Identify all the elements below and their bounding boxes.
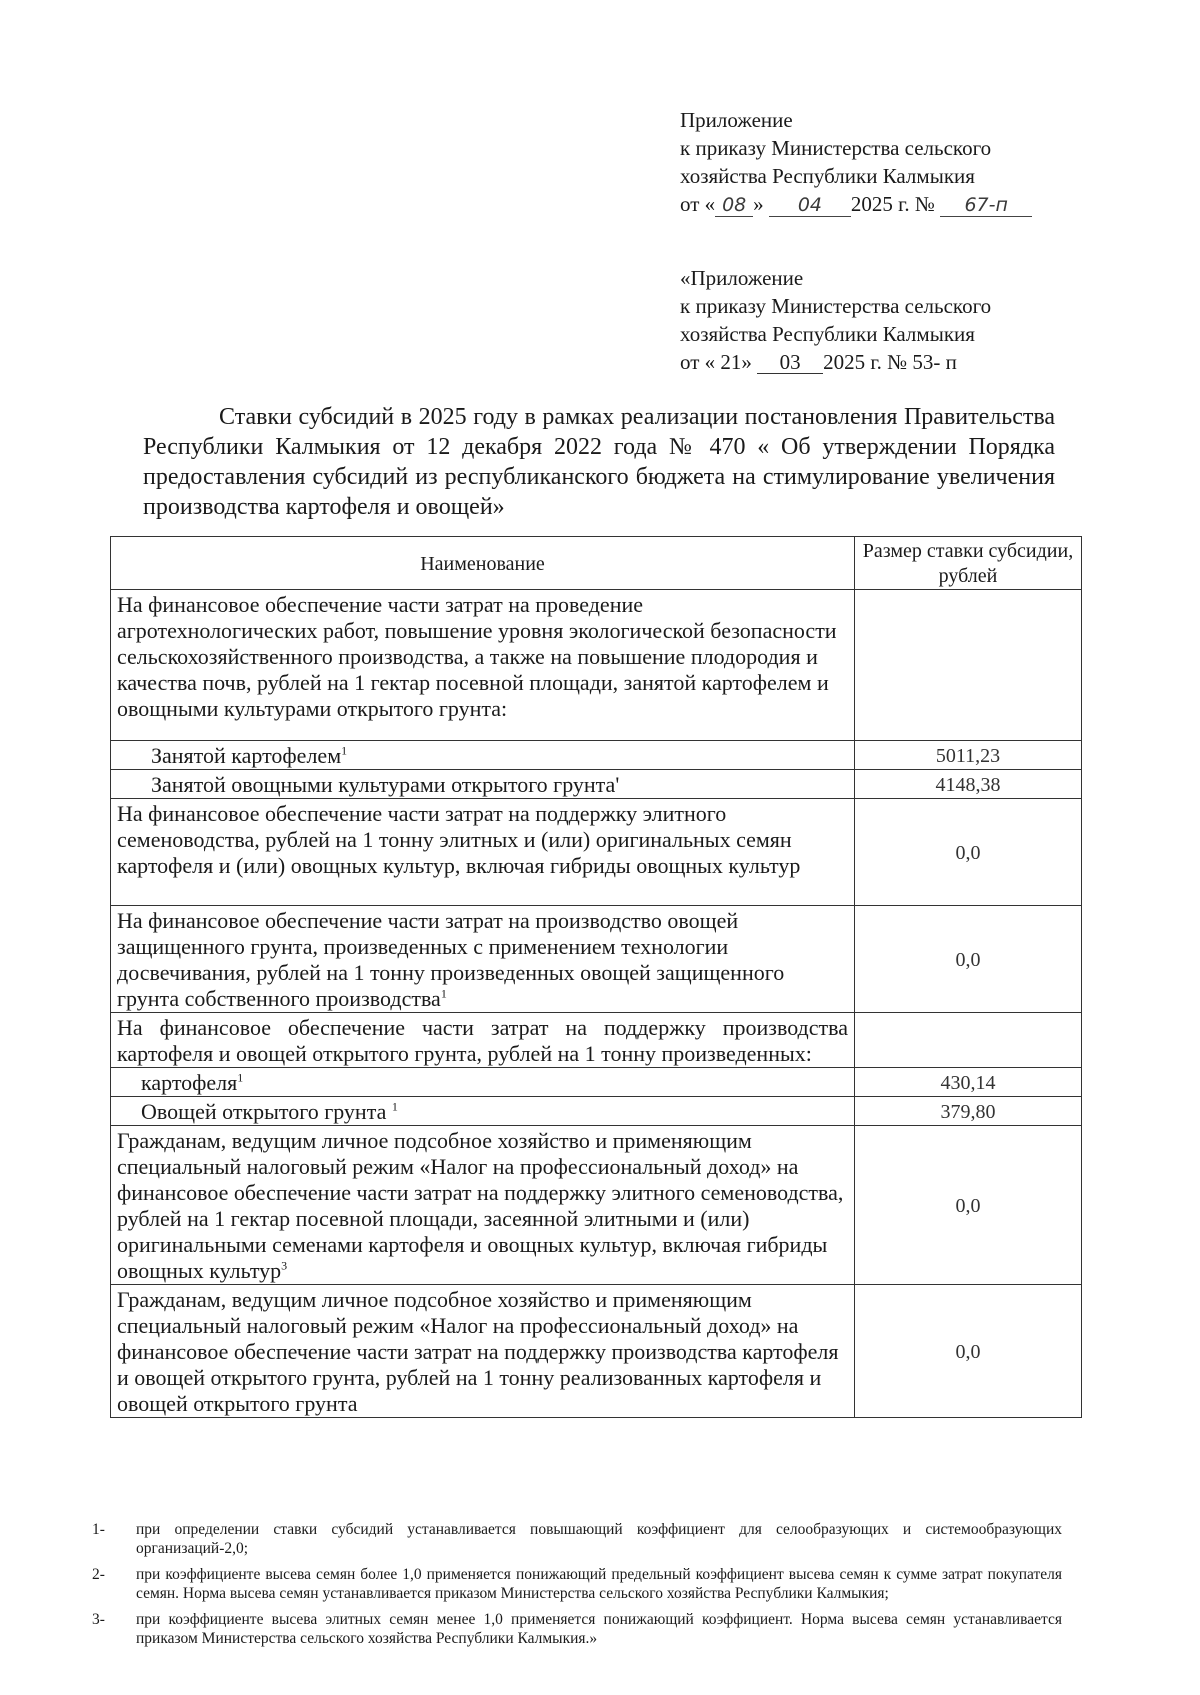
- row-name: Занятой овощными культурами открытого грунта': [111, 770, 855, 799]
- date-month: 03: [757, 351, 823, 374]
- header-value: Размер ставки субсидии, рублей: [855, 537, 1082, 590]
- table-row: [111, 770, 1082, 799]
- row-value: [855, 1013, 1082, 1068]
- date-year-number: 2025 г. № 53- п: [823, 350, 957, 374]
- document-title: Ставки субсидий в 2025 году в рамках реализации постановления Правительства Республики Калмыкия от 12 декабря 2022 года № 470 « Об утверждении Порядка предоставления субсидий из республиканского бюджета на стимулирование увеличения производства картофеля и овощей»: [143, 404, 1055, 520]
- footnote-ref: 1: [341, 743, 348, 758]
- handwritten-month: 04: [769, 194, 851, 217]
- date-separator: »: [753, 192, 764, 216]
- footnote-ref: 1: [237, 1070, 244, 1085]
- footnote-number: 2-: [92, 1566, 105, 1583]
- header-name: Наименование: [111, 537, 855, 590]
- table-row: [111, 741, 1082, 770]
- approval-line: к приказу Министерства сельского: [680, 136, 992, 160]
- row-value: 0,0: [855, 906, 1082, 1013]
- row-value: 0,0: [855, 799, 1082, 906]
- row-value: 0,0: [855, 1126, 1082, 1285]
- row-value: 4148,38: [855, 770, 1082, 799]
- row-value: 379,80: [855, 1097, 1082, 1126]
- row-name: Гражданам, ведущим личное подсобное хозяйство и применяющим специальный налоговый режим «Налог на профессиональный доход» на финансовое обеспечение части затрат на поддержку элитного семеноводства, рублей на 1 гектар посевной площади, засеянной элитными и (или) оригинальными семенами картофеля и овощных культур, включая гибриды овощных культур$^3$: [111, 1126, 855, 1285]
- table-row: [111, 1097, 1082, 1126]
- date-prefix: от « 21»: [680, 350, 752, 374]
- row-name: Занятой картофелем$^1$: [111, 741, 855, 770]
- footnote-ref: 1: [391, 1099, 398, 1114]
- row-name: Овощей открытого грунта $^1$: [111, 1097, 855, 1126]
- footnote-ref: 3: [281, 1258, 288, 1273]
- footnote-text: при коэффициенте высева элитных семян менее 1,0 применяется понижающий коэффициент. Норма высева семян устанавливается приказом Министерства сельского хозяйства Республики Калмыкия.»: [136, 1611, 1062, 1647]
- approval-line: хозяйства Республики Калмыкия: [680, 322, 975, 346]
- approval-block-current: [680, 106, 1032, 218]
- approval-date-line: [680, 190, 1032, 218]
- row-value: [855, 590, 1082, 741]
- handwritten-order-number: 67-п: [940, 194, 1032, 217]
- footnote-text: при определении ставки субсидий устанавливается повышающий коэффициент для селообразующих и системообразующих организаций-2,0;: [136, 1521, 1062, 1557]
- date-year: 2025 г. №: [850, 192, 935, 216]
- approval-line: к приказу Министерства сельского: [680, 294, 992, 318]
- row-value: 5011,23: [855, 741, 1082, 770]
- approval-heading: «Приложение: [680, 266, 804, 290]
- approval-block-previous: [680, 264, 991, 376]
- table-row: [111, 906, 1082, 1013]
- row-value: 0,0: [855, 1285, 1082, 1418]
- row-name: На финансовое обеспечение части затрат на поддержку производства картофеля и овощей открытого грунта, рублей на 1 тонну произведенных:: [111, 1013, 855, 1068]
- row-name: На финансовое обеспечение части затрат на поддержку элитного семеноводства, рублей на 1 тонну элитных и (или) оригинальных семян картофеля и (или) овощных культур, включая гибриды овощных культур: [111, 799, 855, 906]
- row-name: картофеля$^1$: [111, 1068, 855, 1097]
- subsidy-rates-table: [110, 536, 1082, 1418]
- row-name: На финансовое обеспечение части затрат на проведение агротехнологических работ, повышение уровня экологической безопасности сельскохозяйственного производства, а также на повышение плодородия и качества почв, рублей на 1 гектар посевной площади, занятой картофелем и овощными культурами открытого грунта:: [111, 590, 855, 741]
- table-row: [111, 1068, 1082, 1097]
- footnote: [92, 1520, 1062, 1558]
- footnote-number: 1-: [92, 1521, 105, 1538]
- row-name: Гражданам, ведущим личное подсобное хозяйство и применяющим специальный налоговый режим «Налог на профессиональный доход» на финансовое обеспечение части затрат на поддержку производства картофеля и овощей открытого грунта, рублей на 1 тонну реализованных картофеля и овощей открытого грунта: [111, 1285, 855, 1418]
- table-row: [111, 1285, 1082, 1418]
- approval-date-line: [680, 348, 991, 376]
- footnote-text: при коэффициенте высева семян более 1,0 применяется понижающий предельный коэффициент высева семян к сумме затрат покупателя семян. Норма высева семян устанавливается приказом Министерства сельского хозяйства Республики Калмыкия;: [136, 1566, 1062, 1602]
- footnote: [92, 1565, 1062, 1603]
- table-row: [111, 1013, 1082, 1068]
- footnote-number: 3-: [92, 1611, 105, 1628]
- handwritten-day: 08: [715, 194, 753, 217]
- table-row: [111, 799, 1082, 906]
- footnote-ref: 1: [440, 986, 447, 1001]
- row-value: 430,14: [855, 1068, 1082, 1097]
- date-prefix: от «: [680, 192, 716, 216]
- table-row: [111, 1126, 1082, 1285]
- footnote: [92, 1610, 1062, 1648]
- table-header-row: [111, 537, 1082, 590]
- approval-heading: Приложение: [680, 108, 793, 132]
- table-row: [111, 590, 1082, 741]
- footnotes: [92, 1520, 1062, 1655]
- approval-line: хозяйства Республики Калмыкия: [680, 164, 975, 188]
- row-name: На финансовое обеспечение части затрат на производство овощей защищенного грунта, произведенных с применением технологии досвечивания, рублей на 1 тонну произведенных овощей защищенного грунта собственного производства$^1$: [111, 906, 855, 1013]
